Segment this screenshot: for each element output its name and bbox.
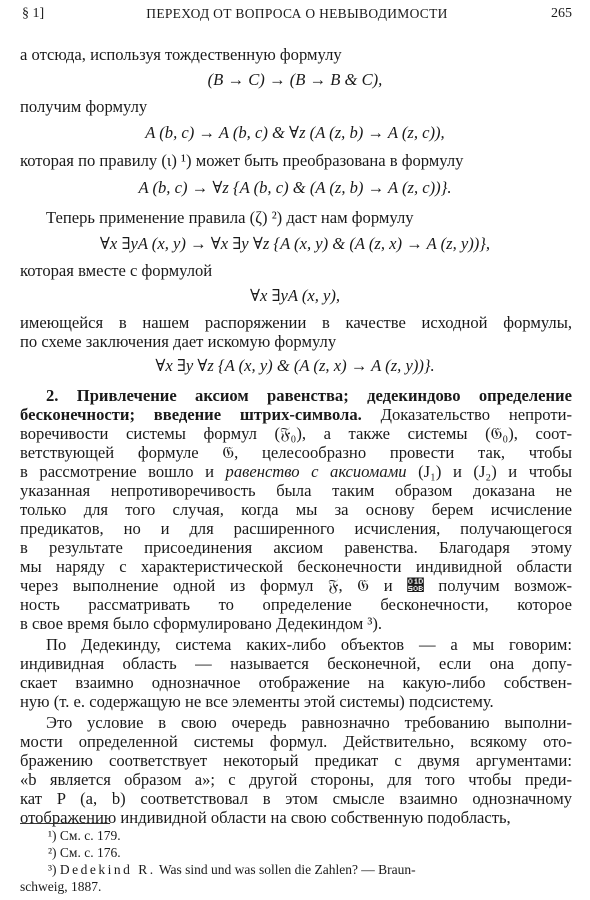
section-heading: бесконечности; введение штрих-символа. [20, 405, 362, 424]
text-line: которая по правилу (ι) ¹) может быть преобразована в формулу [20, 151, 464, 170]
text-line: По Дедекинду, система каких-либо объектов — а мы говорим: [46, 635, 572, 654]
footnote-number: ³) [48, 862, 57, 877]
text-line: а отсюда, используя тождественную формулу [20, 45, 342, 64]
text-line: в результате присоединения аксиом равенства. Благодаря этому [20, 538, 572, 557]
running-header [22, 6, 572, 26]
text-line: бражению соответствует некоторый предикат с двумя аргументами: [20, 751, 572, 770]
formula: A (b, c) → ∀z {A (b, c) & (A (z, b) → A (z, c))}. [138, 178, 452, 197]
text-line: «b является образом a»; с другой стороны, для того чтобы преди- [20, 770, 572, 789]
text-line: воречивости системы формул (𝔉₀), а также системы (𝔊₀), соот- [20, 424, 572, 443]
text-line: кат P (a, b) соответствовал в этом смысле взаимно однозначному [20, 789, 572, 808]
formula: ∀x ∃yA (x, y) → ∀x ∃y ∀z {A (x, y) & (A (z, x) → A (z, y))}, [99, 234, 491, 253]
text-line: указанная непротиворечивость была таким образом доказана не [20, 481, 572, 500]
formula: ∀x ∃y ∀z {A (x, y) & (A (z, x) → A (z, y))}. [155, 356, 435, 375]
text-line: мы наряду с характеристической бесконечности индивидной области [20, 557, 572, 576]
text-line: только для того случая, когда мы за основу берем исчисление [20, 500, 572, 519]
text-span: (J₁) и (J₂) и чтобы [418, 462, 572, 481]
text-line: предикатов, но и для расширенного исчисления, получающегося [20, 519, 572, 538]
footnote-author: Dedekind R. [59, 862, 156, 877]
text-line: имеющейся в нашем распоряжении в качестве исходной формулы, [20, 313, 572, 332]
text-line: ную (т. е. содержащую не все элементы этой системы) подсистему. [20, 692, 494, 711]
text-line: ность рассматривать то определение бесконечности, которое [20, 595, 572, 614]
running-title: ПЕРЕХОД ОТ ВОПРОСА О НЕВЫВОДИМОСТИ [146, 6, 448, 21]
text-line: Это условие в свою очередь равнозначно требованию выполни- [46, 713, 572, 732]
section-marker: § 1] [22, 6, 45, 21]
text-span: в рассмотрение вошло и [20, 462, 214, 481]
page-number: 265 [551, 6, 572, 21]
text-span: Доказательство непроти- [380, 405, 572, 424]
formula: A (b, c) → A (b, c) & ∀z (A (z, b) → A (z, c)), [145, 123, 445, 142]
footnote-continuation: schweig, 1887. [20, 879, 102, 894]
text-line: индивидная область — называется бесконечной, если она допу- [20, 654, 572, 673]
text-line: отображению индивидной области на свою собственную подобласть, [20, 808, 511, 827]
footnote: ²) См. с. 176. [48, 845, 121, 860]
emphasis: равенство с аксиомами [225, 462, 407, 481]
text-line: Теперь применение правила (ζ) ²) даст нам формулу [46, 208, 414, 227]
footnote: ¹) См. с. 179. [48, 828, 121, 843]
text-line: мости определенной системы формул. Действительно, всякому ото- [20, 732, 572, 751]
text-line: через выполнение одной из формул 𝔉, 𝔊 и 𝔋 получим возмож- [20, 576, 572, 595]
formula: (B → C) → (B → B & C), [207, 70, 383, 89]
text-line: по схеме заключения дает искомую формулу [20, 332, 337, 351]
section-heading: Привлечение аксиом равенства; дедекиндово определение [76, 386, 572, 405]
text-line: которая вместе с формулой [20, 261, 213, 280]
footnote [48, 861, 416, 878]
text-line: ветствующей формуле 𝔊, целесообразно провести так, чтобы [20, 443, 572, 462]
text-line: получим формулу [20, 97, 148, 116]
footnote-divider [20, 823, 110, 824]
formula: ∀x ∃yA (x, y), [249, 286, 341, 305]
footnote-text: Was sind und was sollen die Zahlen? — Braun- [158, 862, 416, 877]
text-line: в свое время было сформулировано Дедекиндом ³). [20, 614, 382, 633]
section-number: 2. [46, 386, 59, 405]
text-line: скает взаимно однозначное отображение на какую-либо собствен- [20, 673, 572, 692]
